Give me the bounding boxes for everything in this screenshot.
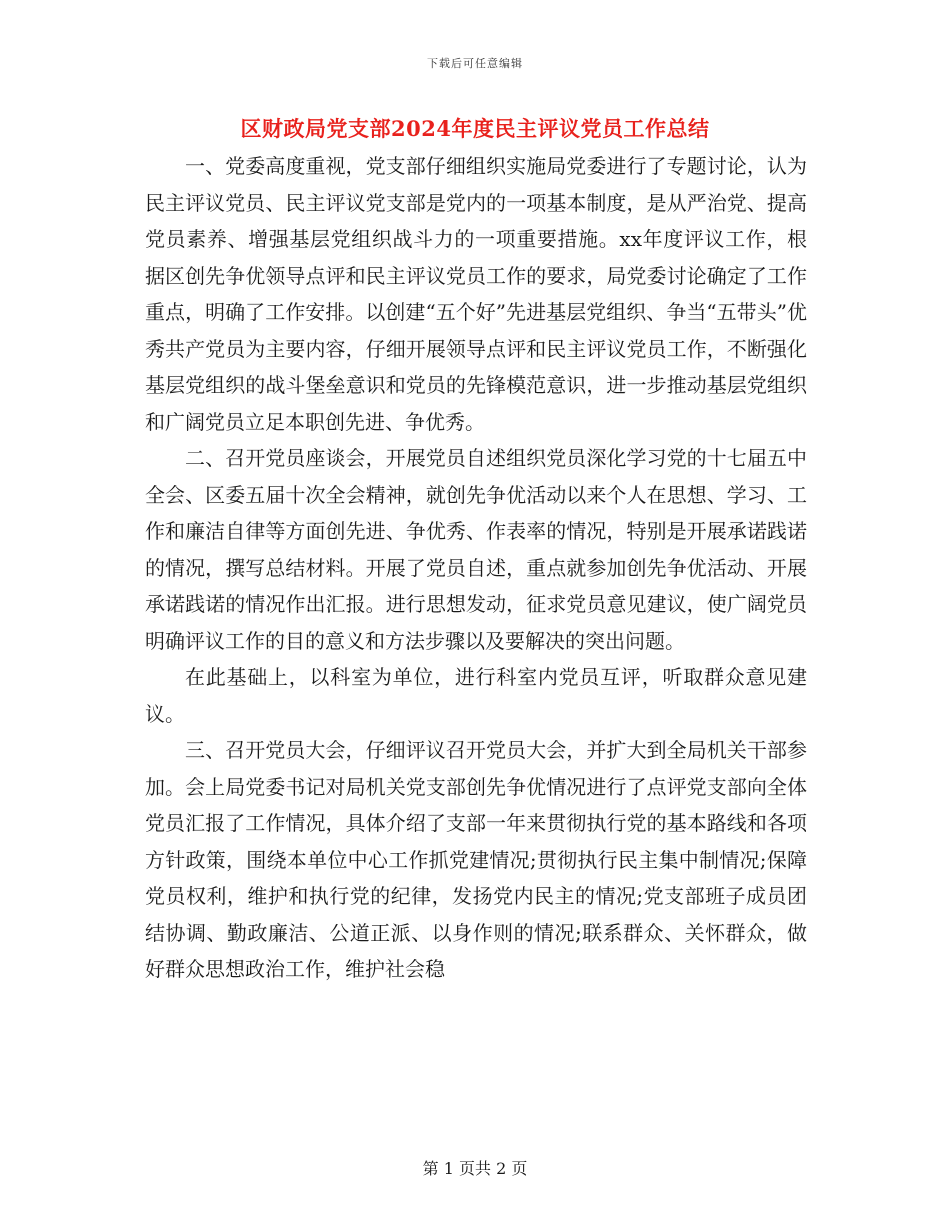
document-title: 区财政局党支部2024年度民主评议党员工作总结	[240, 116, 710, 141]
header-note: 下载后可任意编辑	[427, 57, 523, 70]
paragraph-2: 二、召开党员座谈会，开展党员自述组织党员深化学习党的十七届五中全会、区委五届十次全会精神，就创先争优活动以来个人在思想、学习、工作和廉洁自律等方面创先进、争优秀、作表率的情况，特别是开展承诺践诺的情况，撰写总结材料。开展了党员自述，重点就参加创先争优活动、开展承诺践诺的情况作出汇报。进行思想发动，征求党员意见建议，使广阔党员明确评议工作的目的意义和方法步骤以及要解决的突出问题。	[145, 446, 807, 653]
document-body	[145, 148, 807, 988]
paragraph-1: 一、党委高度重视，党支部仔细组织实施局党委进行了专题讨论，认为民主评议党员、民主评议党支部是党内的一项基本制度，是从严治党、提高党员素养、增强基层党组织战斗力的一项重要措施。xx年度评议工作，根据区创先争优领导点评和民主评议党员工作的要求，局党委讨论确定了工作重点，明确了工作安排。以创建“五个好”先进基层党组织、争当“五带头”优秀共产党员为主要内容，仔细开展领导点评和民主评议党员工作，不断强化基层党组织的战斗堡垒意识和党员的先锋模范意识，进一步推动基层党组织和广阔党员立足本职创先进、争优秀。	[145, 154, 807, 434]
paragraph-3: 在此基础上，以科室为单位，进行科室内党员互评，听取群众意见建议。	[145, 665, 807, 726]
page-number: 第 1 页共 2 页	[422, 1159, 528, 1178]
paragraph-4: 三、召开党员大会，仔细评议召开党员大会，并扩大到全局机关干部参加。会上局党委书记对局机关党支部创先争优情况进行了点评党支部向全体党员汇报了工作情况，具体介绍了支部一年来贯彻执行党的基本路线和各项方针政策，围绕本单位中心工作抓党建情况;贯彻执行民主集中制情况;保障党员权利，维护和执行党的纪律，发扬党内民主的情况;党支部班子成员团结协调、勤政廉洁、公道正派、以身作则的情况;联系群众、关怀群众，做好群众思想政治工作，维护社会稳	[145, 738, 807, 981]
